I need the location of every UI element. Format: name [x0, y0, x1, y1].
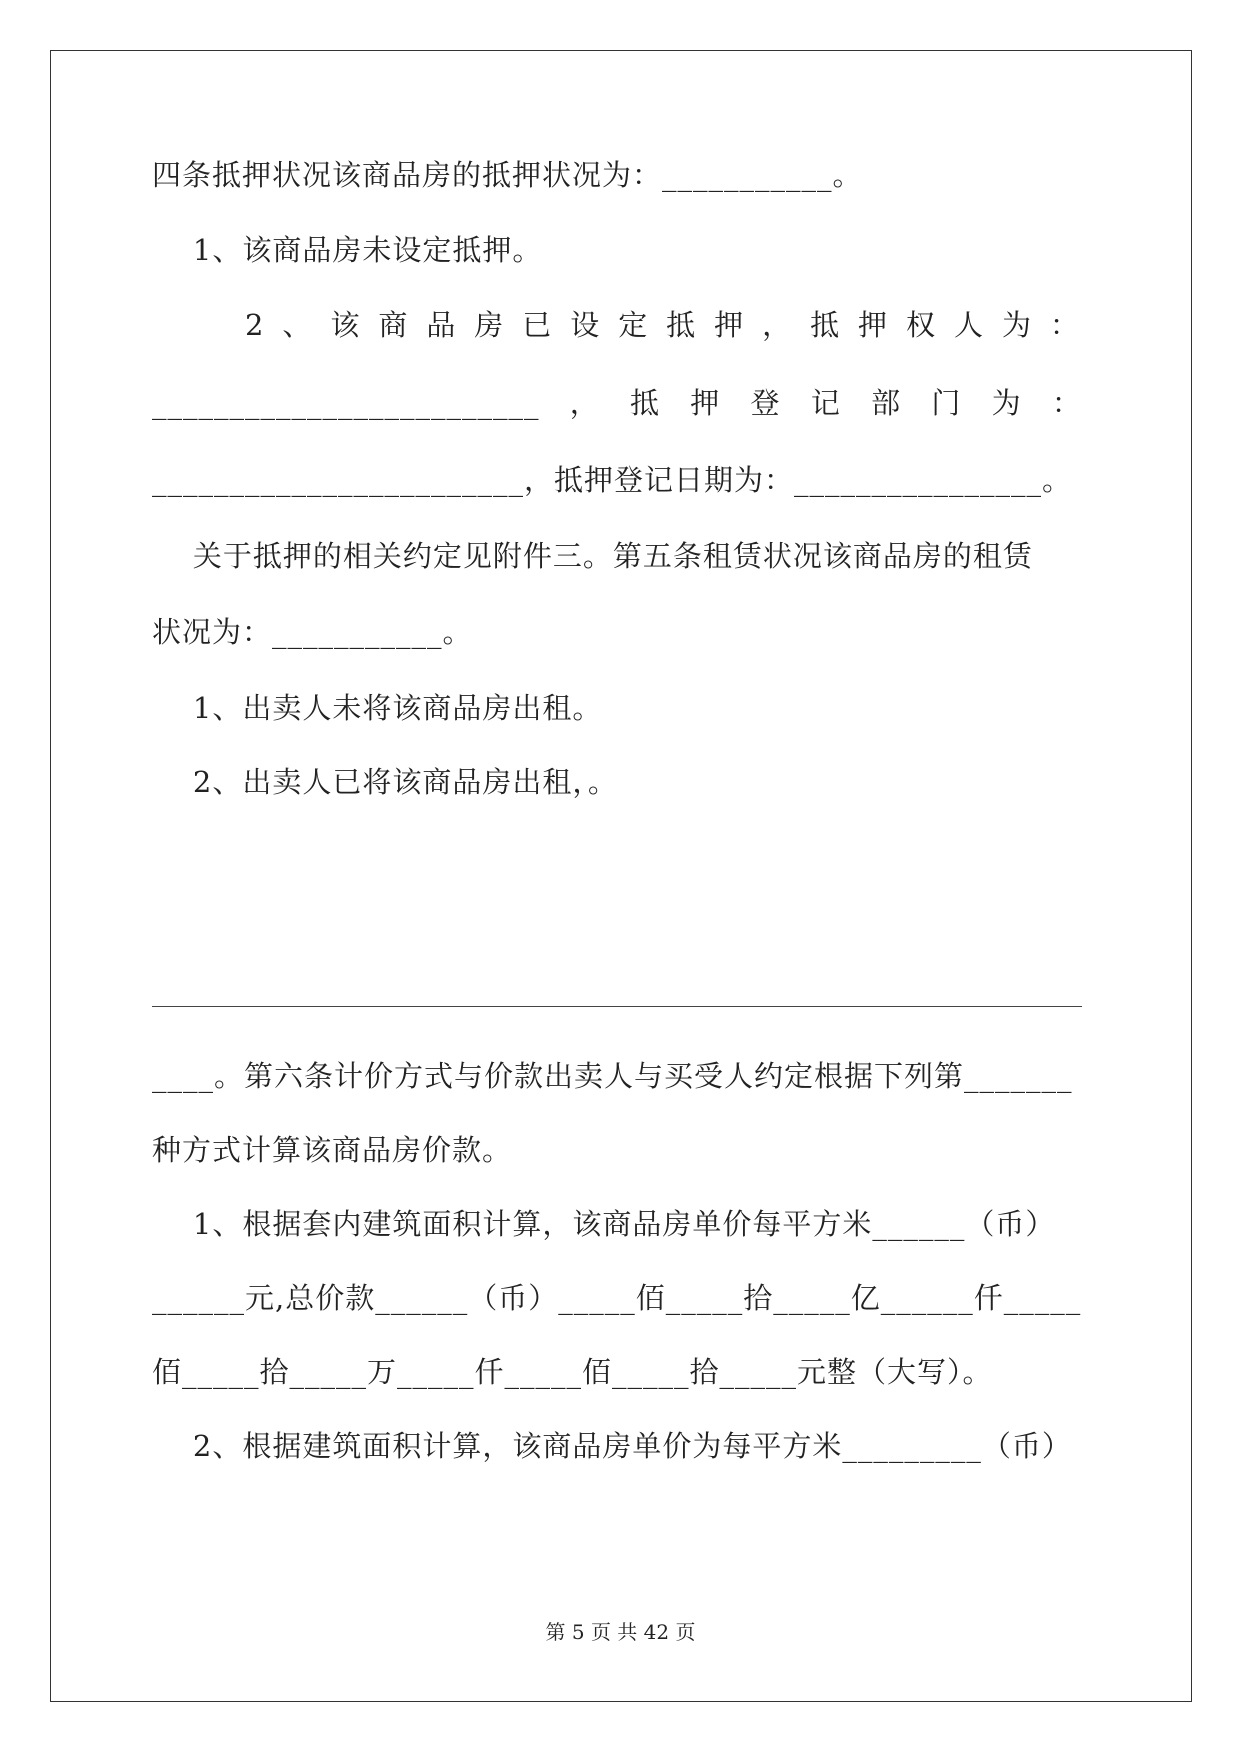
- text-char: _________________________: [152, 386, 540, 420]
- text-line-11: 种方式计算该商品房价款。: [152, 1133, 513, 1167]
- text-char: 记: [810, 386, 841, 420]
- text-char: ：: [1051, 386, 1082, 420]
- text-char: 为: [991, 386, 1022, 420]
- text-line-15: 2、根据建筑面积计算，该商品房单价为每平方米_________（币）: [152, 1429, 1072, 1463]
- text-line-9: 2、出卖人已将该商品房出租，。: [152, 765, 618, 799]
- text-char: 设: [570, 308, 601, 342]
- text-line-10: ____。第六条计价方式与价款出卖人与买受人约定根据下列第_______: [152, 1059, 1073, 1093]
- text-line-14: 佰_____拾_____万_____仟_____佰_____拾_____元整（大写）。: [152, 1355, 993, 1389]
- text-char: 房: [474, 308, 505, 342]
- text-line-13: ______元,总价款______（币）_____佰_____拾_____亿______仟_____: [152, 1281, 1082, 1315]
- text-char: 人: [953, 308, 984, 342]
- text-char: 、: [282, 308, 313, 342]
- text-char: 该: [330, 308, 361, 342]
- text-char: 抵: [666, 308, 697, 342]
- horizontal-rule: [152, 1006, 1082, 1007]
- text-char: 押: [690, 386, 721, 420]
- text-char: 押: [714, 308, 745, 342]
- text-char: ，: [762, 308, 793, 342]
- text-char: 2: [245, 308, 265, 342]
- text-char: 门: [931, 386, 962, 420]
- text-line-12: 1、根据套内建筑面积计算，该商品房单价每平方米______（币）: [152, 1207, 1056, 1241]
- page-number-footer: 第 5 页 共 42 页: [545, 1620, 696, 1644]
- text-line-6: 关于抵押的相关约定见附件三。第五条租赁状况该商品房的租赁: [152, 539, 1033, 573]
- text-line-8: 1、出卖人未将该商品房出租。: [152, 691, 603, 725]
- text-char: 品: [426, 308, 457, 342]
- text-line-3: [245, 305, 1080, 345]
- text-char: 权: [906, 308, 937, 342]
- text-char: 抵: [630, 386, 661, 420]
- text-line-1: 四条抵押状况该商品房的抵押状况为：___________。: [152, 158, 863, 192]
- text-char: 抵: [810, 308, 841, 342]
- text-line-5: ________________________，抵押登记日期为：________________。: [152, 463, 1073, 497]
- text-line-2: 1、该商品房未设定抵押。: [152, 233, 543, 267]
- text-char: 押: [858, 308, 889, 342]
- text-char: ，: [569, 386, 600, 420]
- text-char: 定: [618, 308, 649, 342]
- text-char: 已: [522, 308, 553, 342]
- text-line-7: 状况为：___________。: [152, 615, 473, 649]
- text-char: 登: [750, 386, 781, 420]
- text-char: 部: [871, 386, 902, 420]
- text-line-4: [152, 383, 1082, 423]
- text-char: ：: [1049, 308, 1080, 342]
- text-char: 商: [378, 308, 409, 342]
- text-char: 为: [1001, 308, 1032, 342]
